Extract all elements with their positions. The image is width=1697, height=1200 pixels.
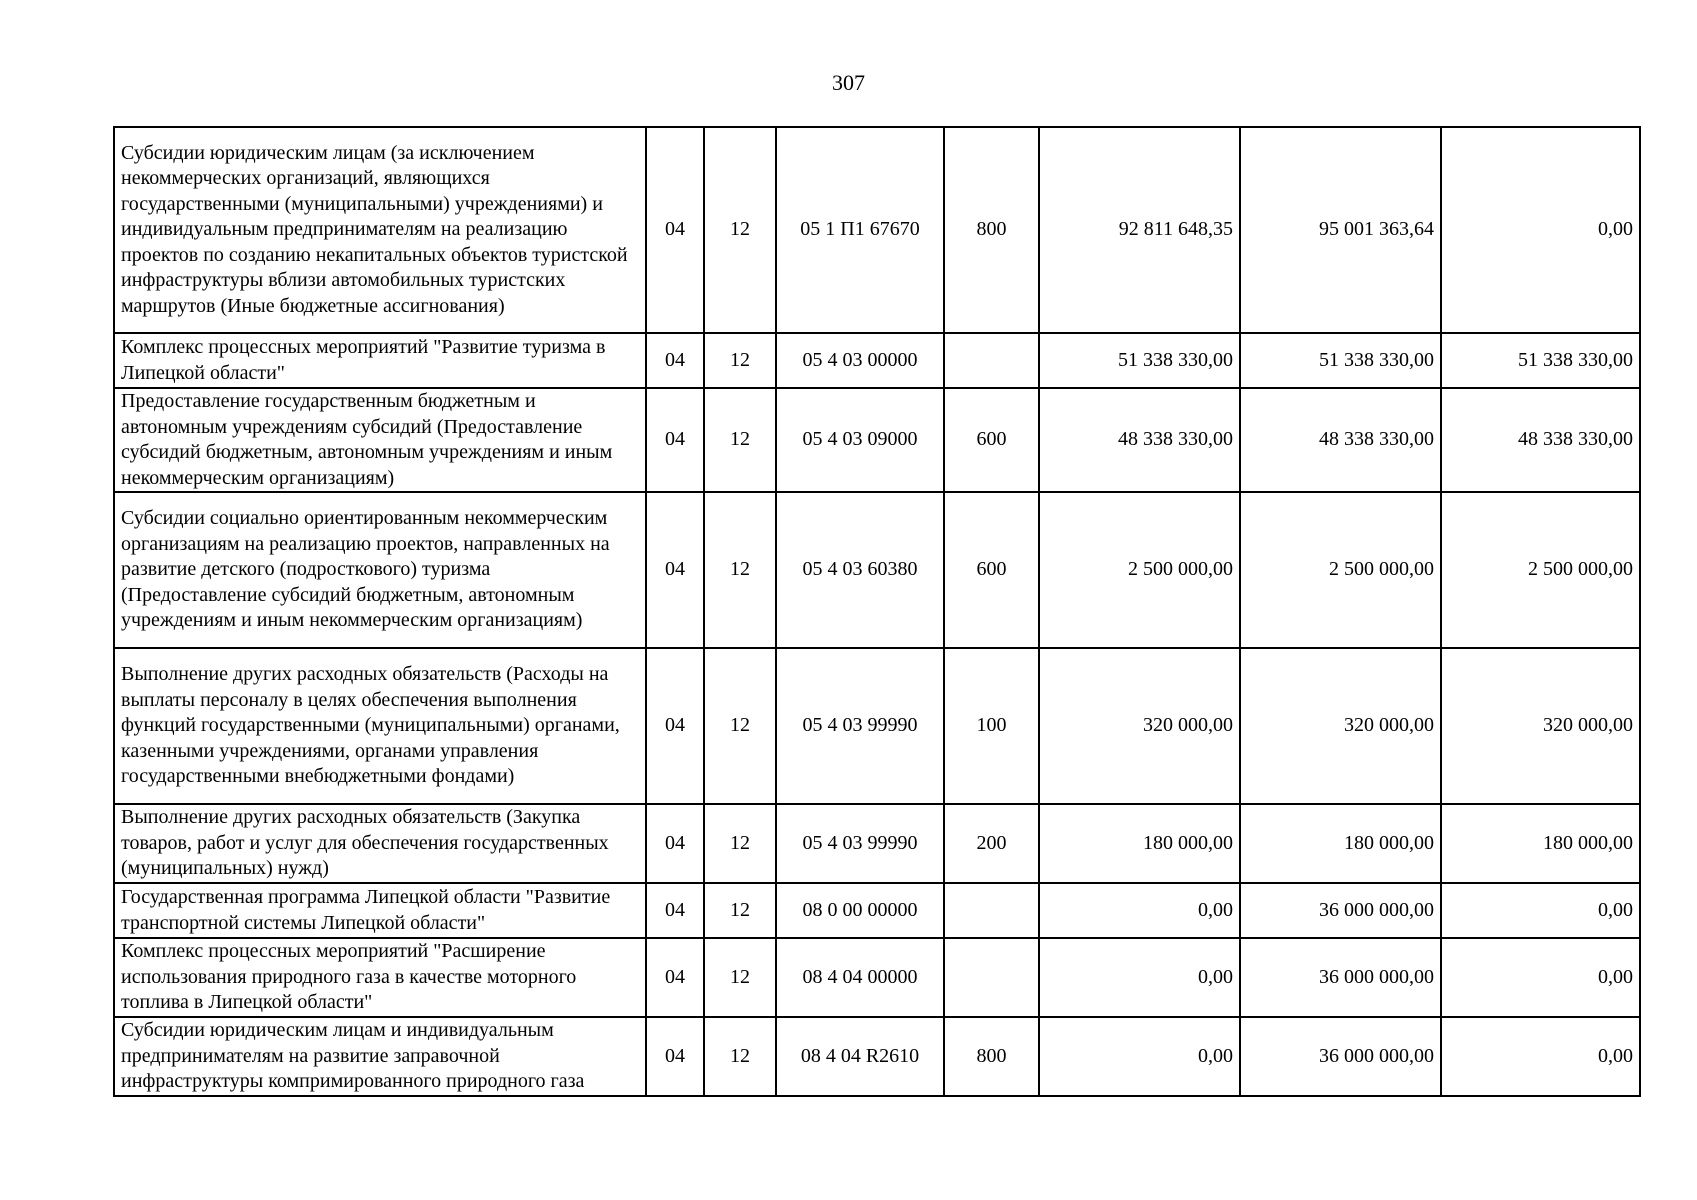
- amount-year2-cell: 51 338 330,00: [1240, 333, 1441, 388]
- expense-type-cell: 600: [944, 388, 1039, 492]
- target-article-cell: 05 4 03 99990: [776, 648, 944, 804]
- amount-year3-cell: 180 000,00: [1441, 804, 1640, 883]
- expense-type-cell: 200: [944, 804, 1039, 883]
- amount-year1-cell: 51 338 330,00: [1039, 333, 1240, 388]
- subsection-cell: 12: [704, 883, 776, 938]
- subsection-cell: 12: [704, 938, 776, 1017]
- section-cell: 04: [646, 127, 704, 333]
- section-cell: 04: [646, 804, 704, 883]
- target-article-cell: 05 4 03 00000: [776, 333, 944, 388]
- description-cell: Предоставление государственным бюджетным и автономным учреждениям субсидий (Предоставление субсидий бюджетным, автономным учреждениям и иным некоммерческим организациям): [114, 388, 646, 492]
- amount-year1-cell: 0,00: [1039, 883, 1240, 938]
- subsection-cell: 12: [704, 333, 776, 388]
- table-row: [114, 1017, 1640, 1096]
- section-cell: 04: [646, 333, 704, 388]
- subsection-cell: 12: [704, 1017, 776, 1096]
- section-cell: 04: [646, 938, 704, 1017]
- amount-year2-cell: 95 001 363,64: [1240, 127, 1441, 333]
- page-number: 307: [832, 70, 865, 95]
- amount-year1-cell: 180 000,00: [1039, 804, 1240, 883]
- expense-type-cell: 800: [944, 127, 1039, 333]
- subsection-cell: 12: [704, 492, 776, 648]
- description-cell: Комплекс процессных мероприятий "Развитие туризма в Липецкой области": [114, 333, 646, 388]
- description-cell: Субсидии юридическим лицам и индивидуальным предпринимателям на развитие заправочной инфраструктуры компримированного природного газа: [114, 1017, 646, 1096]
- description-cell: Комплекс процессных мероприятий "Расширение использования природного газа в качестве моторного топлива в Липецкой области": [114, 938, 646, 1017]
- table-row: [114, 492, 1640, 648]
- amount-year2-cell: 320 000,00: [1240, 648, 1441, 804]
- target-article-cell: 05 1 П1 67670: [776, 127, 944, 333]
- description-cell: Выполнение других расходных обязательств (Закупка товаров, работ и услуг для обеспечения государственных (муниципальных) нужд): [114, 804, 646, 883]
- subsection-cell: 12: [704, 388, 776, 492]
- amount-year3-cell: 320 000,00: [1441, 648, 1640, 804]
- expense-type-cell: 800: [944, 1017, 1039, 1096]
- description-cell: Государственная программа Липецкой области "Развитие транспортной системы Липецкой области": [114, 883, 646, 938]
- section-cell: 04: [646, 648, 704, 804]
- amount-year3-cell: 51 338 330,00: [1441, 333, 1640, 388]
- amount-year1-cell: 320 000,00: [1039, 648, 1240, 804]
- target-article-cell: 08 0 00 00000: [776, 883, 944, 938]
- expense-type-cell: [944, 883, 1039, 938]
- amount-year3-cell: 2 500 000,00: [1441, 492, 1640, 648]
- target-article-cell: 08 4 04 00000: [776, 938, 944, 1017]
- table-row: [114, 938, 1640, 1017]
- expense-type-cell: 600: [944, 492, 1039, 648]
- target-article-cell: 08 4 04 R2610: [776, 1017, 944, 1096]
- section-cell: 04: [646, 492, 704, 648]
- expense-type-cell: [944, 333, 1039, 388]
- table-row: [114, 883, 1640, 938]
- section-cell: 04: [646, 388, 704, 492]
- amount-year2-cell: 36 000 000,00: [1240, 1017, 1441, 1096]
- amount-year1-cell: 2 500 000,00: [1039, 492, 1240, 648]
- amount-year1-cell: 92 811 648,35: [1039, 127, 1240, 333]
- subsection-cell: 12: [704, 648, 776, 804]
- amount-year3-cell: 0,00: [1441, 883, 1640, 938]
- description-cell: Субсидии социально ориентированным некоммерческим организациям на реализацию проектов, направленных на развитие детского (подросткового) туризма (Предоставление субсидий бюджетным, автономным учреждениям и иным некоммерческим организациям): [114, 492, 646, 648]
- subsection-cell: 12: [704, 804, 776, 883]
- amount-year2-cell: 180 000,00: [1240, 804, 1441, 883]
- amount-year2-cell: 48 338 330,00: [1240, 388, 1441, 492]
- subsection-cell: 12: [704, 127, 776, 333]
- table-row: [114, 648, 1640, 804]
- table-row: [114, 127, 1640, 333]
- amount-year2-cell: 36 000 000,00: [1240, 883, 1441, 938]
- amount-year1-cell: 48 338 330,00: [1039, 388, 1240, 492]
- table-row: [114, 804, 1640, 883]
- description-cell: Субсидии юридическим лицам (за исключением некоммерческих организаций, являющихся государственными (муниципальными) учреждениями) и индивидуальным предпринимателям на реализацию проектов по созданию некапитальных объектов туристской инфраструктуры вблизи автомобильных туристских маршрутов (Иные бюджетные ассигнования): [114, 127, 646, 333]
- amount-year2-cell: 2 500 000,00: [1240, 492, 1441, 648]
- table-row: [114, 388, 1640, 492]
- target-article-cell: 05 4 03 09000: [776, 388, 944, 492]
- amount-year3-cell: 0,00: [1441, 938, 1640, 1017]
- section-cell: 04: [646, 1017, 704, 1096]
- amount-year3-cell: 0,00: [1441, 127, 1640, 333]
- amount-year1-cell: 0,00: [1039, 1017, 1240, 1096]
- expense-type-cell: [944, 938, 1039, 1017]
- amount-year3-cell: 0,00: [1441, 1017, 1640, 1096]
- target-article-cell: 05 4 03 99990: [776, 804, 944, 883]
- description-cell: Выполнение других расходных обязательств (Расходы на выплаты персоналу в целях обеспечения выполнения функций государственными (муниципальными) органами, казенными учреждениями, органами управления государственными внебюджетными фондами): [114, 648, 646, 804]
- budget-table: [113, 126, 1641, 1097]
- table-row: [114, 333, 1640, 388]
- target-article-cell: 05 4 03 60380: [776, 492, 944, 648]
- amount-year1-cell: 0,00: [1039, 938, 1240, 1017]
- section-cell: 04: [646, 883, 704, 938]
- amount-year3-cell: 48 338 330,00: [1441, 388, 1640, 492]
- amount-year2-cell: 36 000 000,00: [1240, 938, 1441, 1017]
- expense-type-cell: 100: [944, 648, 1039, 804]
